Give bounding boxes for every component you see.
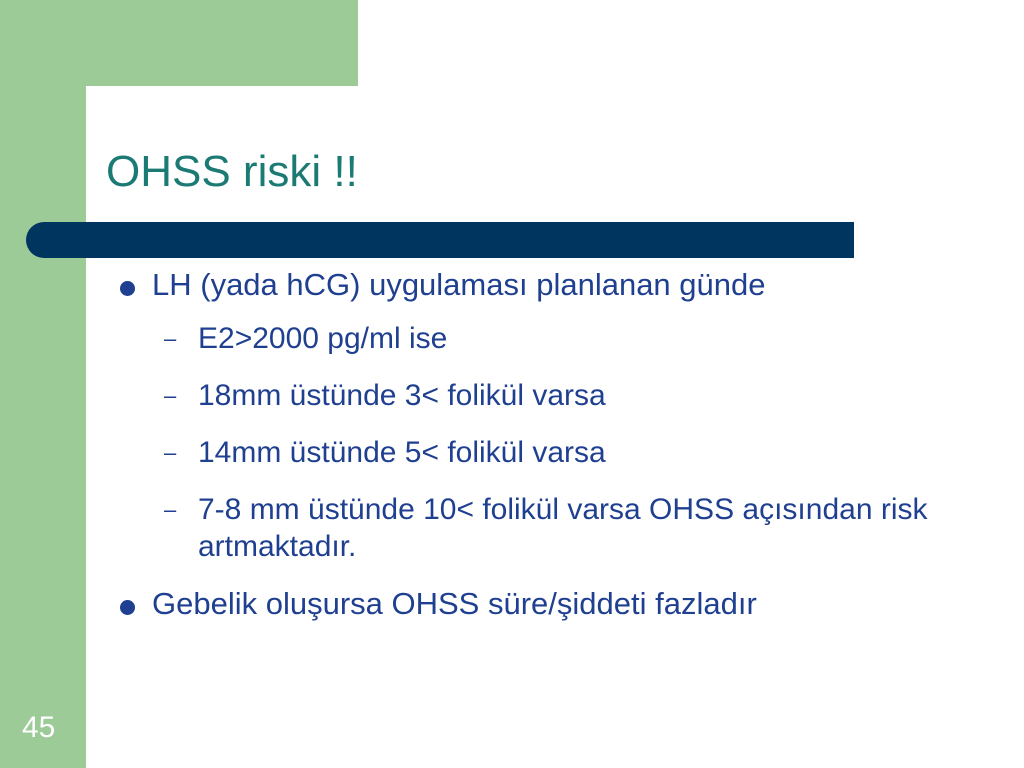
bullet-item	[112, 266, 992, 565]
page-number: 45	[22, 711, 56, 744]
dash-icon: –	[164, 497, 177, 522]
sub-bullet-text: 14mm üstünde 5< folikül varsa	[198, 436, 606, 469]
bullet-list	[112, 266, 992, 641]
dash-icon: –	[164, 383, 177, 408]
title-underline-bar	[26, 222, 854, 258]
bullet-item	[112, 585, 992, 623]
sub-bullet-item	[112, 434, 992, 471]
accent-band-left	[0, 0, 86, 768]
sub-bullet-list	[112, 320, 992, 565]
sub-bullet-item	[112, 320, 992, 357]
bullet-dot-icon	[120, 281, 135, 296]
sub-bullet-item	[112, 491, 992, 565]
bullet-text: Gebelik oluşursa OHSS süre/şiddeti fazladır	[152, 586, 757, 621]
accent-band-top	[0, 0, 358, 86]
sub-bullet-text: 18mm üstünde 3< folikül varsa	[198, 379, 606, 412]
sub-bullet-text: E2>2000 pg/ml ise	[198, 322, 448, 355]
sub-bullet-text: 7-8 mm üstünde 10< folikül varsa OHSS açısından risk artmaktadır.	[198, 493, 928, 563]
dash-icon: –	[164, 326, 177, 351]
dash-icon: –	[164, 440, 177, 465]
bullet-text: LH (yada hCG) uygulaması planlanan günde	[152, 267, 766, 302]
slide-title: OHSS riski !!	[106, 147, 358, 196]
bullet-dot-icon	[120, 600, 135, 615]
sub-bullet-item	[112, 377, 992, 414]
